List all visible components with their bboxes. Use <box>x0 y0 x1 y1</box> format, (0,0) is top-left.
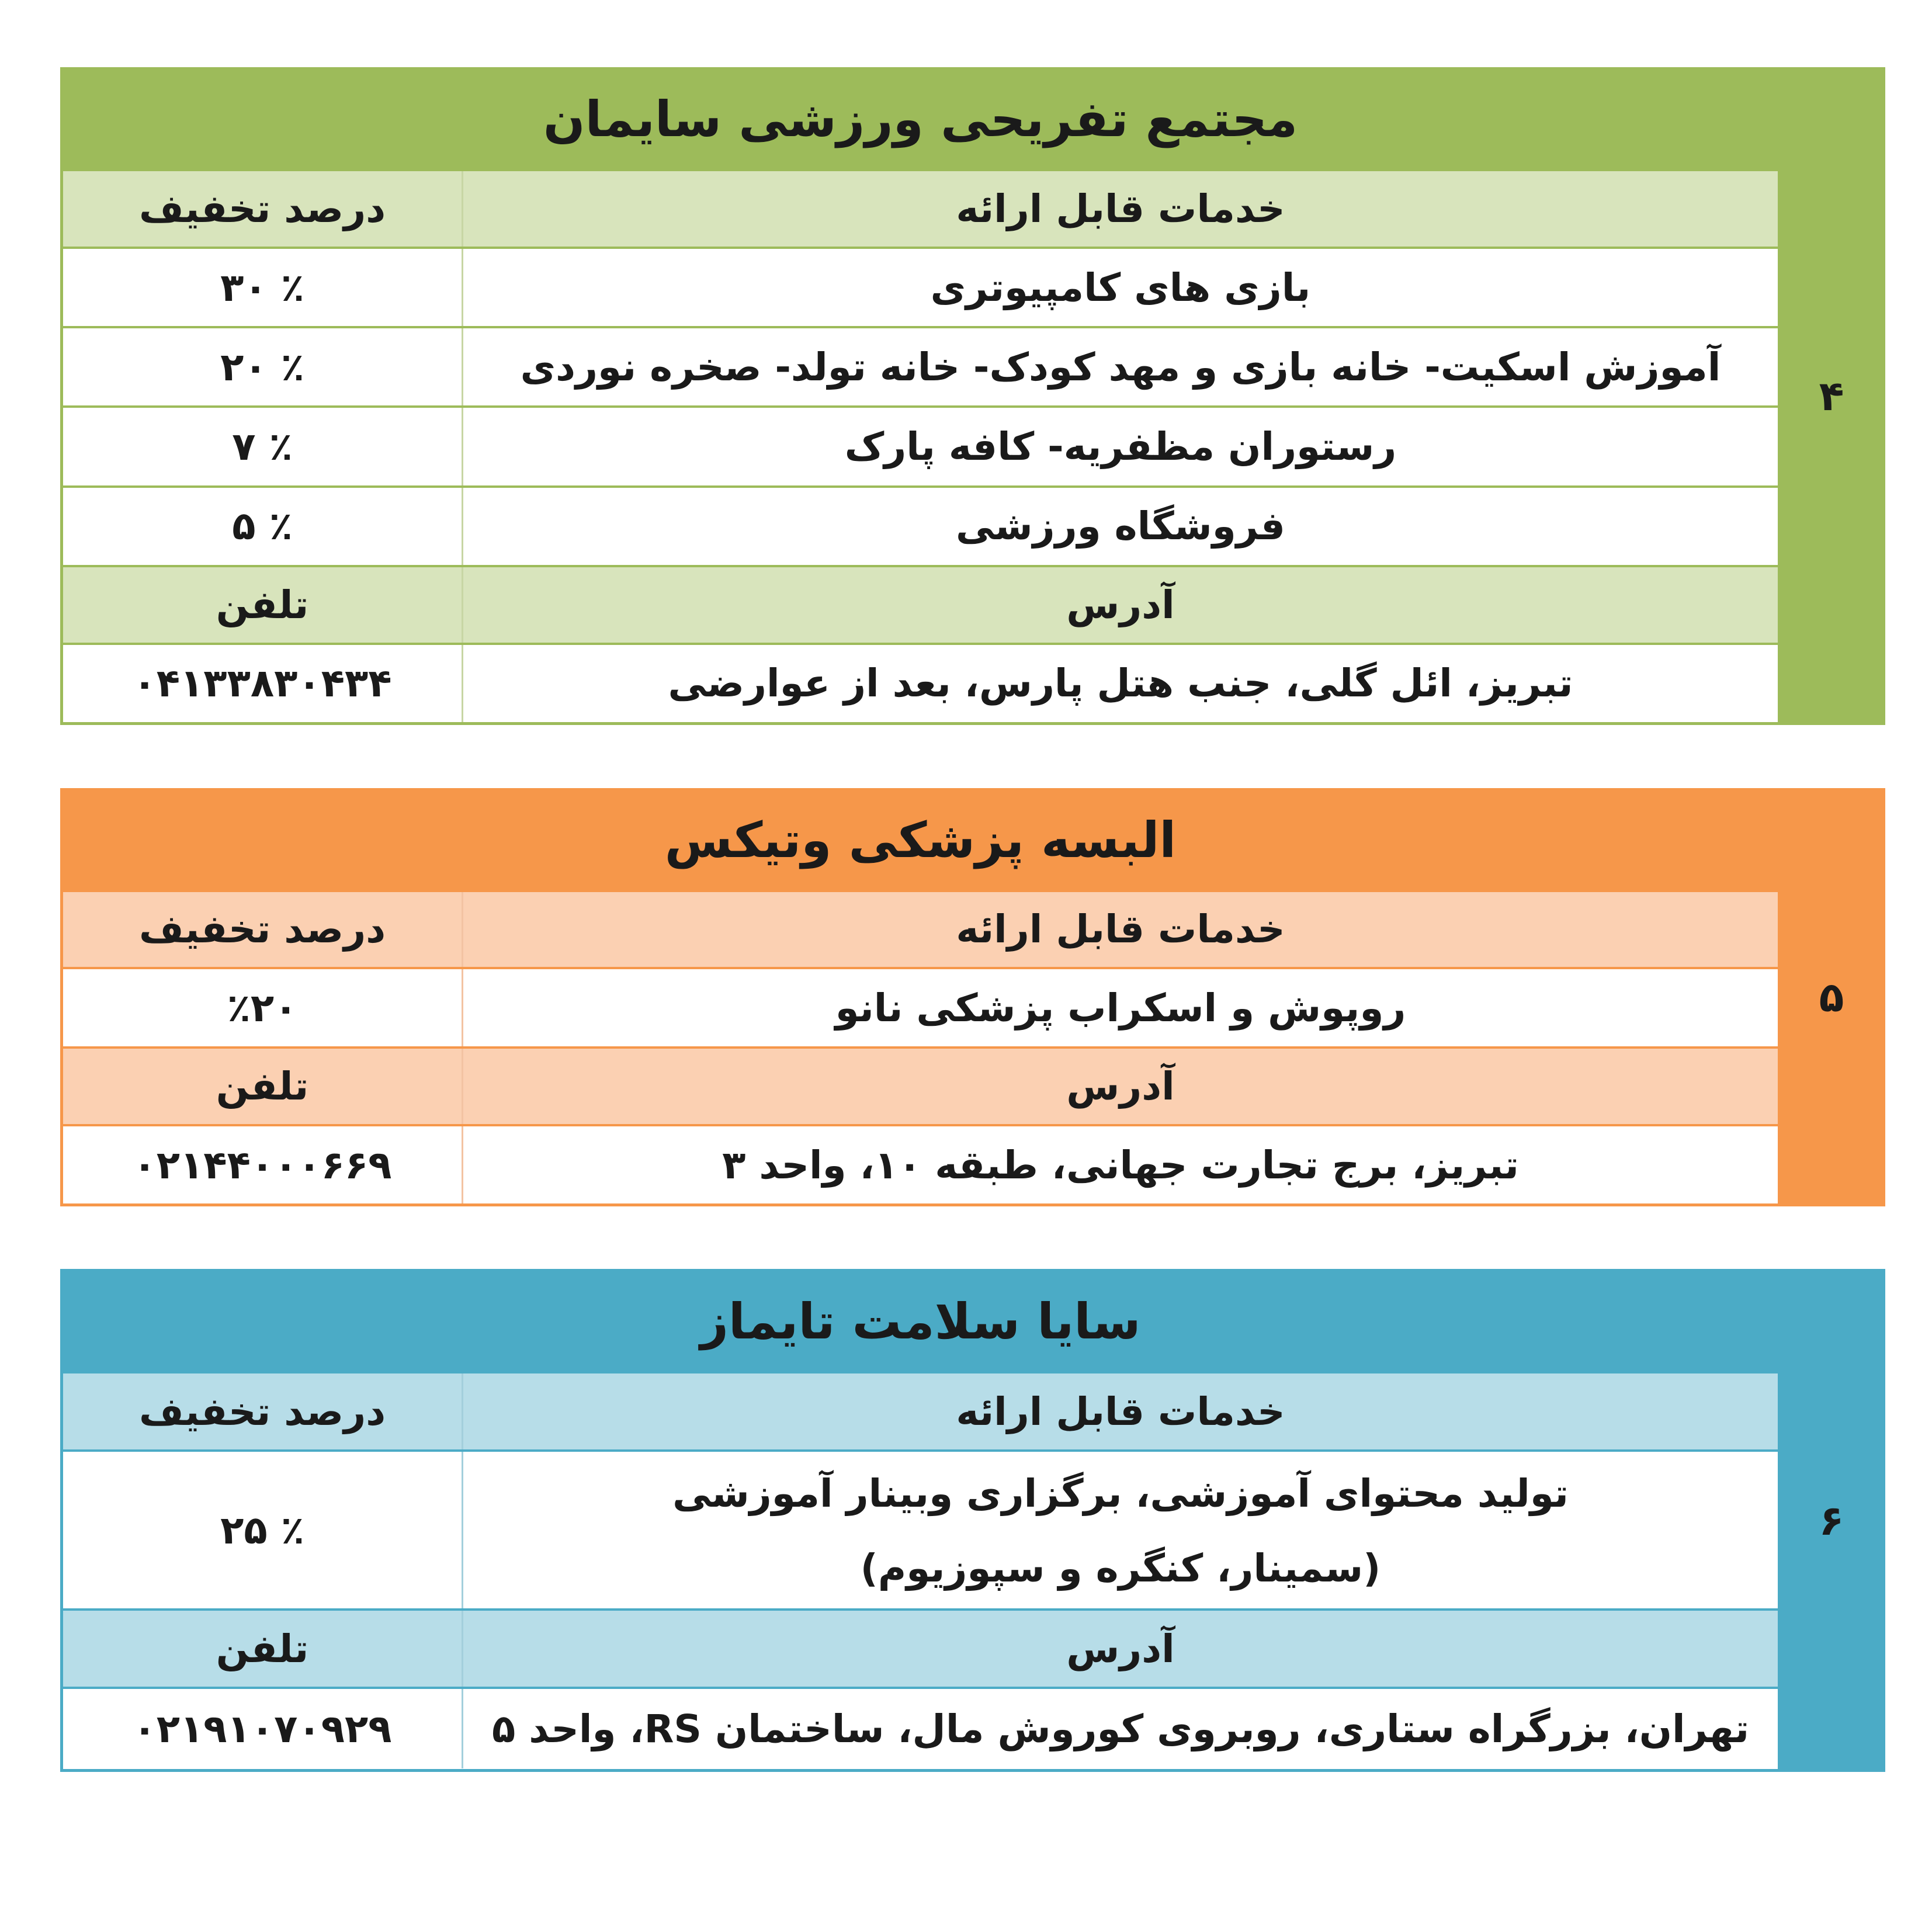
card-title: سایا سلامت تایماز <box>63 1272 1778 1371</box>
card-table <box>60 788 1778 1206</box>
service-row <box>63 485 1778 565</box>
phone-header: تلفن <box>63 567 463 643</box>
service-discount: ٪ ۵ <box>63 488 463 565</box>
address-header: آدرس <box>1066 1626 1175 1671</box>
card-table <box>60 1269 1778 1772</box>
service-row <box>63 247 1778 326</box>
card-title: مجتمع تفریحی ورزشی سایمان <box>63 70 1778 169</box>
service-discount: ٪ ۳۰ <box>63 249 463 326</box>
service-name: روپوش و اسکراب پزشکی نانو <box>835 985 1406 1031</box>
header-row <box>63 169 1778 247</box>
card-title: البسه پزشکی وتیکس <box>63 791 1778 890</box>
discount-header: درصد تخفیف <box>63 1373 463 1449</box>
service-name: آموزش اسکیت- خانه بازی و مهد کودک- خانه تولد- صخره نوردی <box>520 344 1721 390</box>
contact-row <box>63 643 1778 722</box>
service-discount: ٪ ۲۰ <box>63 328 463 405</box>
card-number: ۴ <box>1778 67 1889 725</box>
address-header-row <box>63 565 1778 643</box>
card-table <box>60 67 1778 725</box>
phone-header: تلفن <box>63 1611 463 1687</box>
address-value: تبریز، برج تجارت جهانی، طبقه ۱۰، واحد ۳ <box>722 1142 1519 1188</box>
card-saiman <box>60 67 1889 725</box>
phone-value: ۰۲۱۴۴۰۰۰۶۶۹ <box>63 1126 463 1203</box>
contact-row <box>63 1687 1778 1768</box>
service-row <box>63 1449 1778 1608</box>
phone-value: ۰۴۱۳۳۸۳۰۴۳۴ <box>63 645 463 722</box>
discount-header: درصد تخفیف <box>63 892 463 967</box>
address-header: آدرس <box>1066 1064 1175 1109</box>
header-row <box>63 890 1778 967</box>
services-header: خدمات قابل ارائه <box>956 1389 1285 1434</box>
service-name <box>463 1452 1778 1611</box>
service-name-line1: تولید محتوای آموزشی، برگزاری وبینار آموزشی <box>672 1471 1569 1516</box>
service-row <box>63 405 1778 485</box>
service-name: فروشگاه ورزشی <box>956 504 1285 549</box>
header-row <box>63 1371 1778 1449</box>
address-value: تهران، بزرگراه ستاری، روبروی کوروش مال، ساختمان RS، واحد ۵ <box>491 1706 1750 1751</box>
contact-row <box>63 1124 1778 1203</box>
phone-value: ۰۲۱۹۱۰۷۰۹۲۹ <box>63 1689 463 1768</box>
service-name-line2: (سمینار، کنگره و سپوزیوم) <box>860 1546 1381 1591</box>
service-discount: ٪ ۷ <box>63 408 463 485</box>
service-name: بازی های کامپیوتری <box>930 265 1311 310</box>
service-discount: ٪۲۰ <box>63 969 463 1046</box>
card-vetix <box>60 788 1889 1206</box>
address-value: تبریز، ائل گلی، جنب هتل پارس، بعد از عوارضی <box>668 661 1573 706</box>
address-header: آدرس <box>1066 582 1175 627</box>
discount-header: درصد تخفیف <box>63 171 463 247</box>
card-saya <box>60 1269 1889 1772</box>
address-header-row <box>63 1608 1778 1687</box>
service-discount: ٪ ۲۵ <box>63 1452 463 1608</box>
address-header-row <box>63 1046 1778 1124</box>
phone-header: تلفن <box>63 1049 463 1124</box>
service-row <box>63 967 1778 1046</box>
services-header: خدمات قابل ارائه <box>956 186 1285 231</box>
service-name: رستوران مظفریه- کافه پارک <box>844 424 1397 469</box>
services-header: خدمات قابل ارائه <box>956 907 1285 952</box>
service-row <box>63 326 1778 405</box>
card-number: ۵ <box>1778 788 1889 1206</box>
card-number: ۶ <box>1778 1269 1889 1772</box>
